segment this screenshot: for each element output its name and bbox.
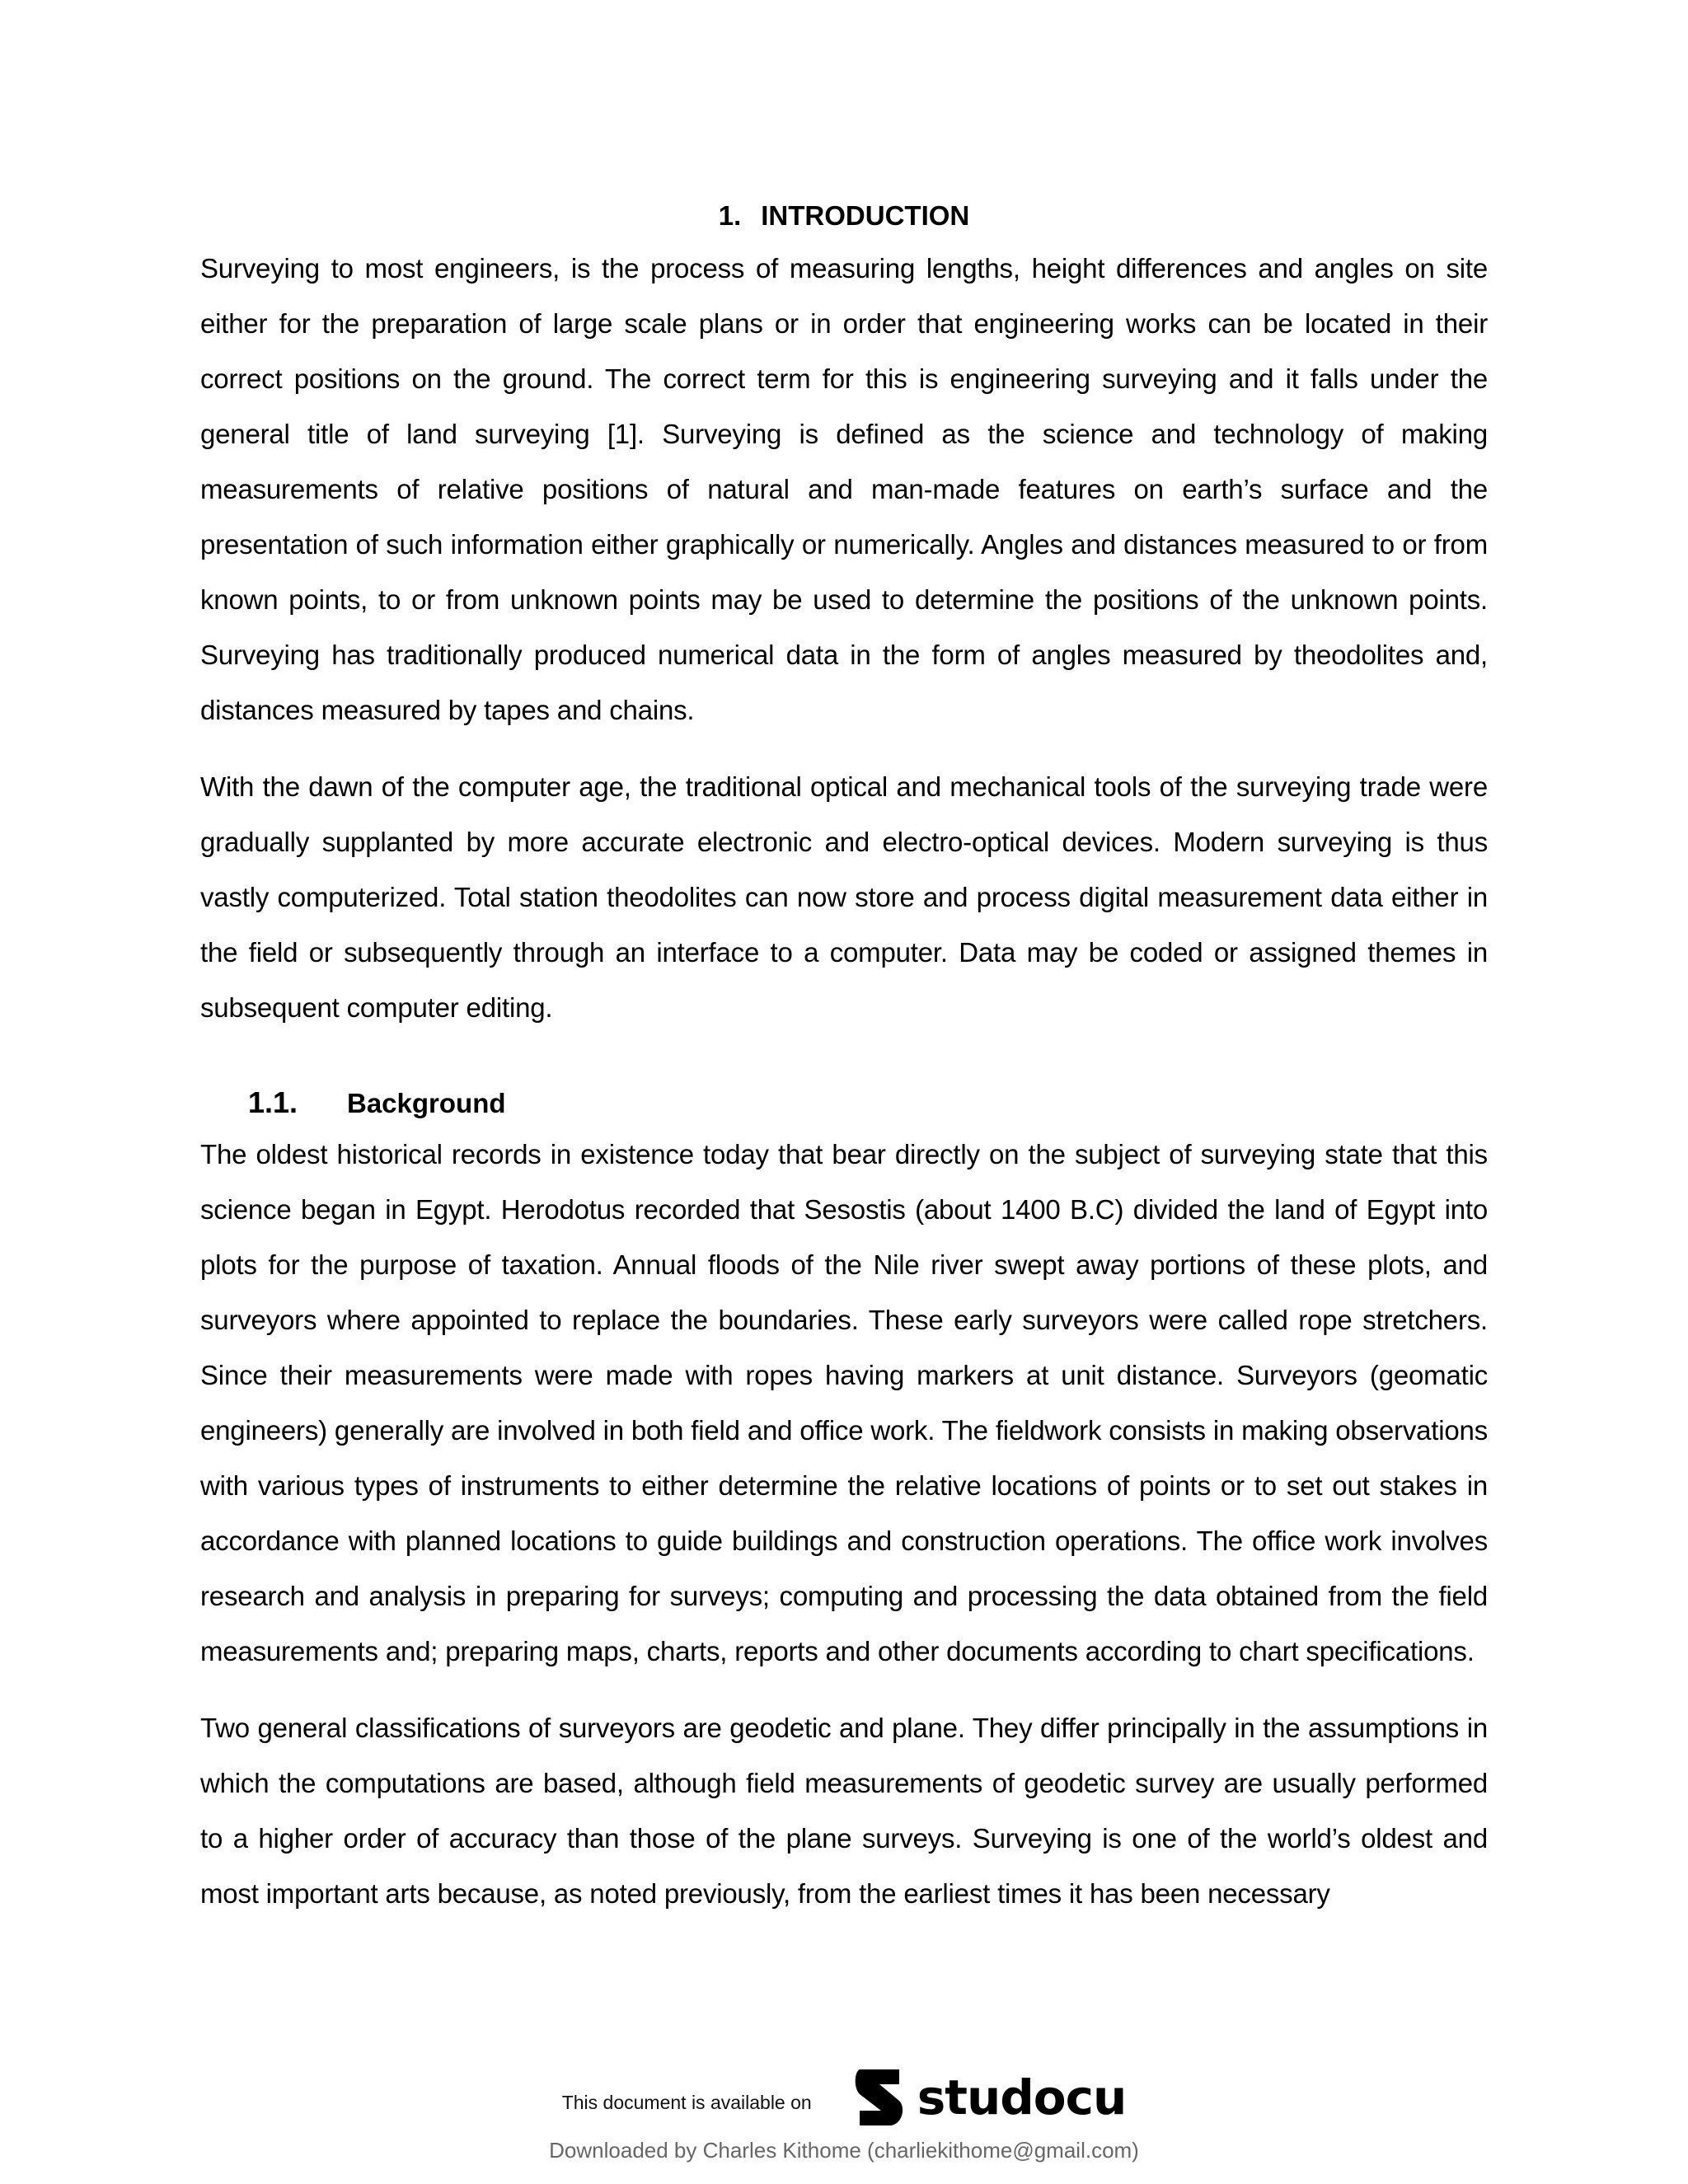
download-attribution: Downloaded by Charles Kithome (charliekithome@gmail.com)	[549, 2138, 1139, 2163]
section-heading	[200, 191, 1488, 241]
availability-row	[0, 2060, 1688, 2135]
subsection-title: Background	[347, 1088, 506, 1118]
document-body	[200, 191, 1488, 1921]
intro-paragraph-1: Surveying to most engineers, is the process of measuring lengths, height differences and angles on site either for the preparation of large scale plans or in order that engineering works can be located in their correct positions on the ground. The correct term for this is engineering surveying and it falls under the general title of land surveying [1]. Surveying is defined as the science and technology of making measurements of relative positions of natural and man-made features on earth’s surface and the presentation of such information either graphically or numerically. Angles and distances measured to or from known points, to or from unknown points may be used to determine the positions of the unknown points. Surveying has traditionally produced numerical data in the form of angles measured by theodolites and, distances measured by tapes and chains.	[200, 253, 1488, 725]
subsection-heading	[200, 1080, 1488, 1127]
studocu-wordmark: studocu	[917, 2069, 1127, 2125]
availability-text: This document is available on	[561, 2091, 812, 2113]
studocu-logo-link[interactable]	[848, 2064, 1127, 2130]
section-number: 1.	[718, 200, 742, 231]
studocu-logo-icon	[848, 2064, 911, 2130]
background-paragraph-1: The oldest historical records in existence today that bear directly on the subject of surveying state that this science began in Egypt. Herodotus recorded that Sesostis (about 1400 B.C) divided the land of Egypt into plots for the purpose of taxation. Annual floods of the Nile river swept away portions of these plots, and surveyors where appointed to replace the boundaries. These early surveyors were called rope stretchers. Since their measurements were made with ropes having markers at unit distance. Surveyors (geomatic engineers) generally are involved in both field and office work. The fieldwork consists in making observations with various types of instruments to either determine the relative locations of points or to set out stakes in accordance with planned locations to guide buildings and construction operations. The office work involves research and analysis in preparing for surveys; computing and processing the data obtained from the field measurements and; preparing maps, charts, reports and other documents according to chart specifications.	[200, 1139, 1488, 1666]
subsection-number: 1.1.	[248, 1085, 298, 1119]
intro-paragraph-2: With the dawn of the computer age, the traditional optical and mechanical tools of the surveying trade were gradually supplanted by more accurate electronic and electro-optical devices. Modern surveying is thus vastly computerized. Total station theodolites can now store and process digital measurement data either in the field or subsequently through an interface to a computer. Data may be coded or assigned themes in subsequent computer editing.	[200, 771, 1488, 1023]
background-paragraph-2: Two general classifications of surveyors are geodetic and plane. They differ principally in the assumptions in which the computations are based, although field measurements of geodetic survey are usually performed to a higher order of accuracy than those of the plane surveys. Surveying is one of the world’s oldest and most important arts because, as noted previously, from the earliest times it has been necessary	[200, 1713, 1488, 1909]
section-title: INTRODUCTION	[761, 200, 970, 231]
page-footer	[0, 2060, 1688, 2163]
